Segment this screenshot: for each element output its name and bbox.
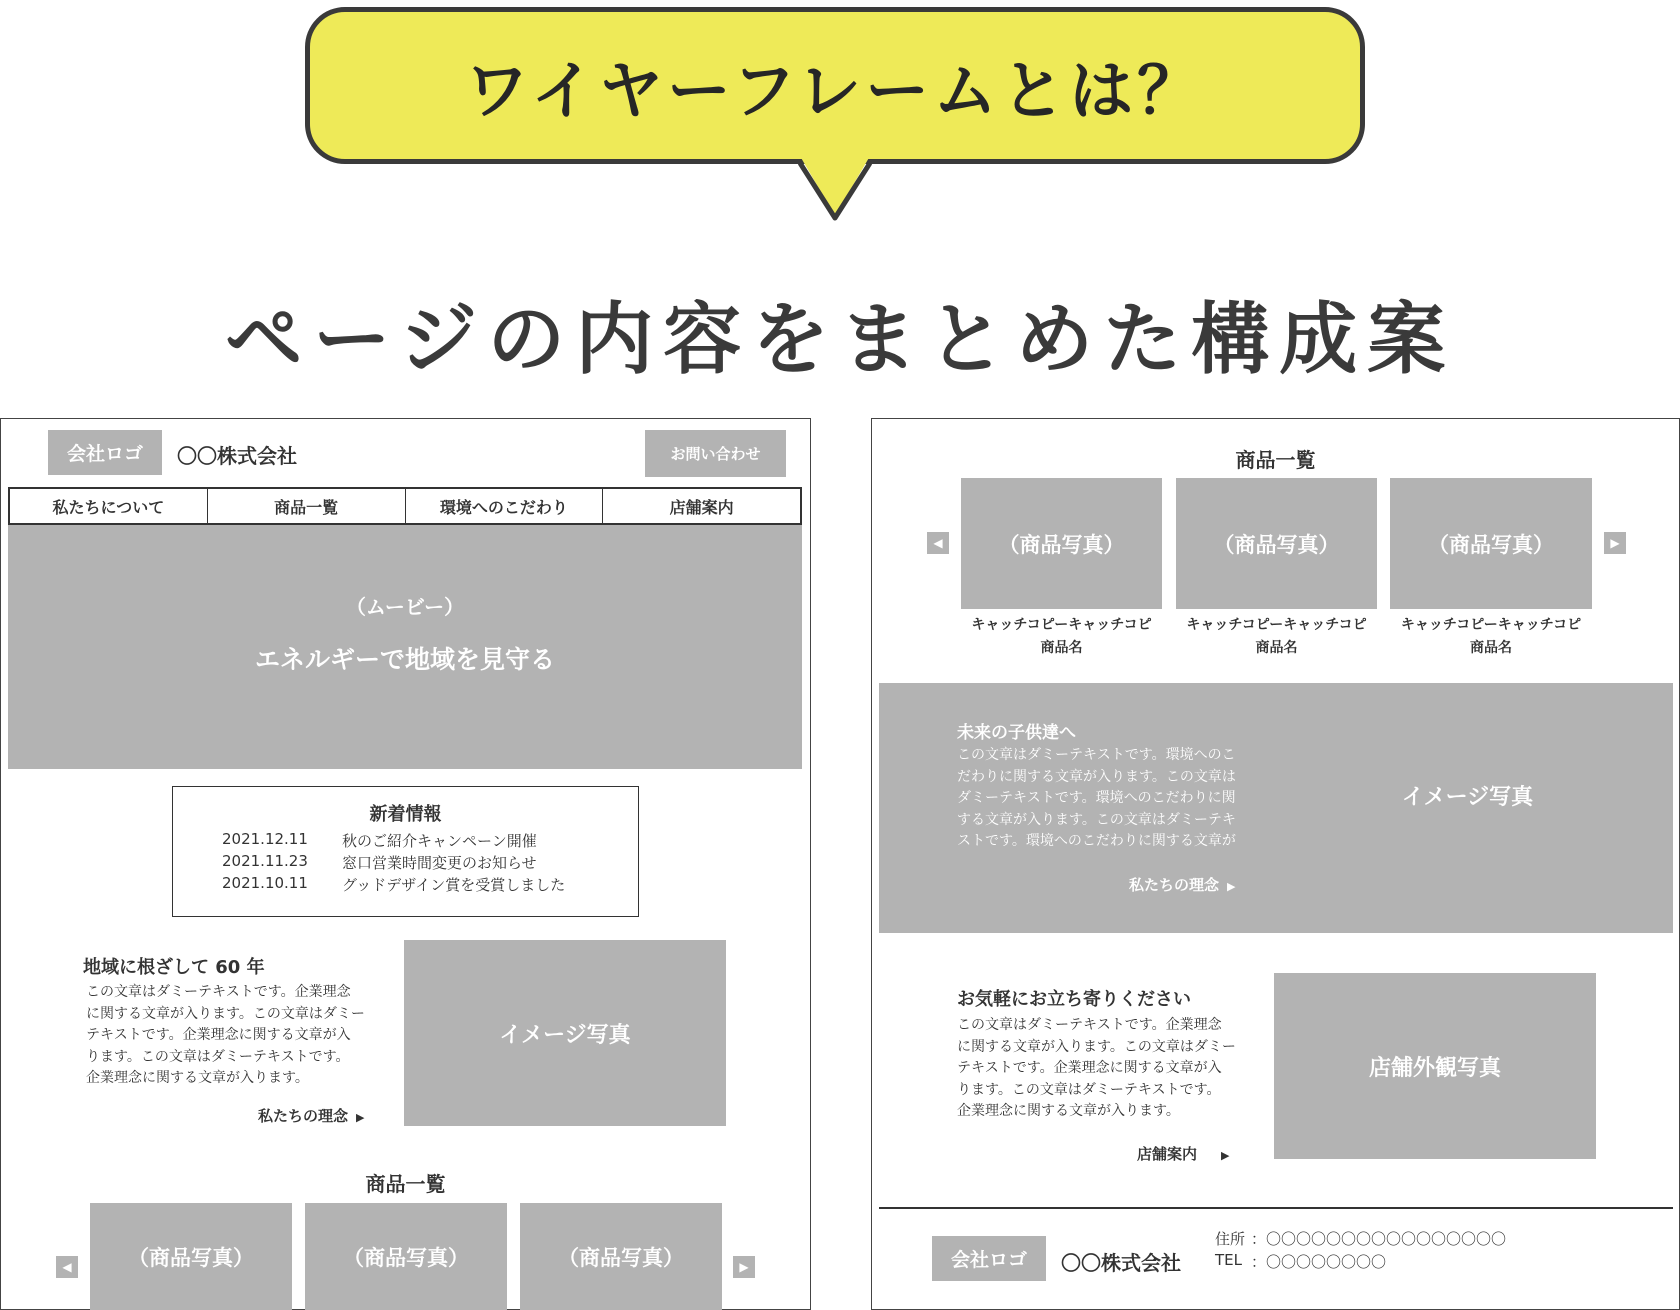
company-logo[interactable]: 会社ロゴ: [48, 430, 162, 475]
company-logo[interactable]: 会社ロゴ: [932, 1236, 1046, 1281]
store-exterior-photo: 店舗外観写真: [1274, 973, 1596, 1159]
tel-label: TEL: [1215, 1251, 1242, 1269]
tel-value: ：〇〇〇〇〇〇〇〇: [1251, 1253, 1387, 1271]
hero-headline: エネルギーで地域を見守る: [254, 645, 555, 674]
store-title: お気軽にお立ち寄りください: [957, 989, 1191, 1010]
address-value: ：〇〇〇〇〇〇〇〇〇〇〇〇〇〇〇〇: [1251, 1230, 1507, 1248]
contact-button[interactable]: お問い合わせ: [645, 430, 786, 477]
play-arrow-icon: ▶: [356, 1111, 365, 1124]
nav-item-products[interactable]: 商品一覧: [207, 489, 405, 523]
product-photo[interactable]: （商品写真）: [961, 478, 1162, 609]
image-photo: イメージ写真: [404, 940, 726, 1126]
news-title: 新着情報: [369, 804, 442, 825]
nav-item-stores[interactable]: 店舗案内: [602, 489, 800, 523]
product-photo[interactable]: （商品写真）: [305, 1203, 507, 1310]
news-item-link[interactable]: グッドデザイン賞を受賞しました: [342, 876, 566, 894]
about-title: 地域に根ざして 60 年: [83, 957, 265, 978]
store-body: この文章はダミーテキストです。企業理念 に関する文章が入ります。この文章はダミー テキストです。企業理念に関する文章が入 ります。この文章はダミーテキストです。 企業理念に関する文章が入ります。: [957, 1017, 1236, 1119]
hero-movie-label: （ムービー）: [345, 594, 465, 619]
address-label: 住所: [1215, 1230, 1246, 1248]
play-arrow-icon: ▶: [1227, 880, 1236, 893]
about-body: この文章はダミーテキストです。企業理念 に関する文章が入ります。この文章はダミー テキストです。企業理念に関する文章が入 ります。この文章はダミーテキストです。 企業理念に関する文章が入ります。: [86, 984, 365, 1086]
play-arrow-icon: ▶: [1221, 1149, 1230, 1162]
product-caption: キャッチコピーキャッチコピ 商品名: [1400, 617, 1582, 656]
product-caption: キャッチコピーキャッチコピ 商品名: [1186, 617, 1367, 656]
carousel-prev-button[interactable]: ◀: [56, 1256, 78, 1278]
product-caption: キャッチコピーキャッチコピ 商品名: [971, 617, 1152, 656]
nav-item-about[interactable]: 私たちについて: [52, 497, 165, 517]
carousel-next-button[interactable]: ▶: [1604, 532, 1626, 554]
future-title: 未来の子供達へ: [957, 723, 1076, 743]
product-photo[interactable]: （商品写真）: [520, 1203, 722, 1310]
news-date: 2021.12.11: [222, 830, 308, 848]
carousel-prev-button[interactable]: ◀: [927, 532, 949, 554]
image-photo: イメージ写真: [1401, 784, 1534, 810]
future-body: この文章はダミーテキストです。環境へのこ だわりに関する文章が入ります。この文章は ダミーテキストです。環境へのこだわりに関 する文章が入ります。この文章はダミーテキ ストです。環境へのこだわりに関する文章が: [957, 747, 1236, 849]
page-subtitle: ページの内容をまとめた構成案: [224, 294, 1456, 385]
bubble-title: ワイヤーフレームとは？: [464, 54, 1206, 129]
footer-divider: [879, 1207, 1673, 1209]
news-item-link[interactable]: 窓口営業時間変更のお知らせ: [342, 854, 537, 872]
store-guide-link[interactable]: 店舗案内 ▶: [1137, 1145, 1230, 1163]
news-date: 2021.10.11: [222, 874, 308, 892]
product-photo[interactable]: （商品写真）: [1390, 478, 1592, 609]
company-name: 〇〇株式会社: [1061, 1251, 1181, 1275]
speech-bubble-tail: [795, 156, 875, 226]
products-title: 商品一覧: [365, 1172, 446, 1196]
company-name: 〇〇株式会社: [177, 444, 297, 468]
global-nav: [8, 487, 802, 525]
product-photo[interactable]: （商品写真）: [90, 1203, 292, 1310]
nav-item-environment[interactable]: 環境へのこだわり: [405, 489, 603, 523]
products-title: 商品一覧: [1235, 448, 1316, 472]
news-item-link[interactable]: 秋のご紹介キャンペーン開催: [342, 832, 537, 850]
product-photo[interactable]: （商品写真）: [1176, 478, 1377, 609]
carousel-next-button[interactable]: ▶: [733, 1256, 755, 1278]
philosophy-link[interactable]: 私たちの理念 ▶: [258, 1107, 365, 1125]
news-date: 2021.11.23: [222, 852, 308, 870]
philosophy-link[interactable]: 私たちの理念 ▶: [1129, 876, 1236, 894]
